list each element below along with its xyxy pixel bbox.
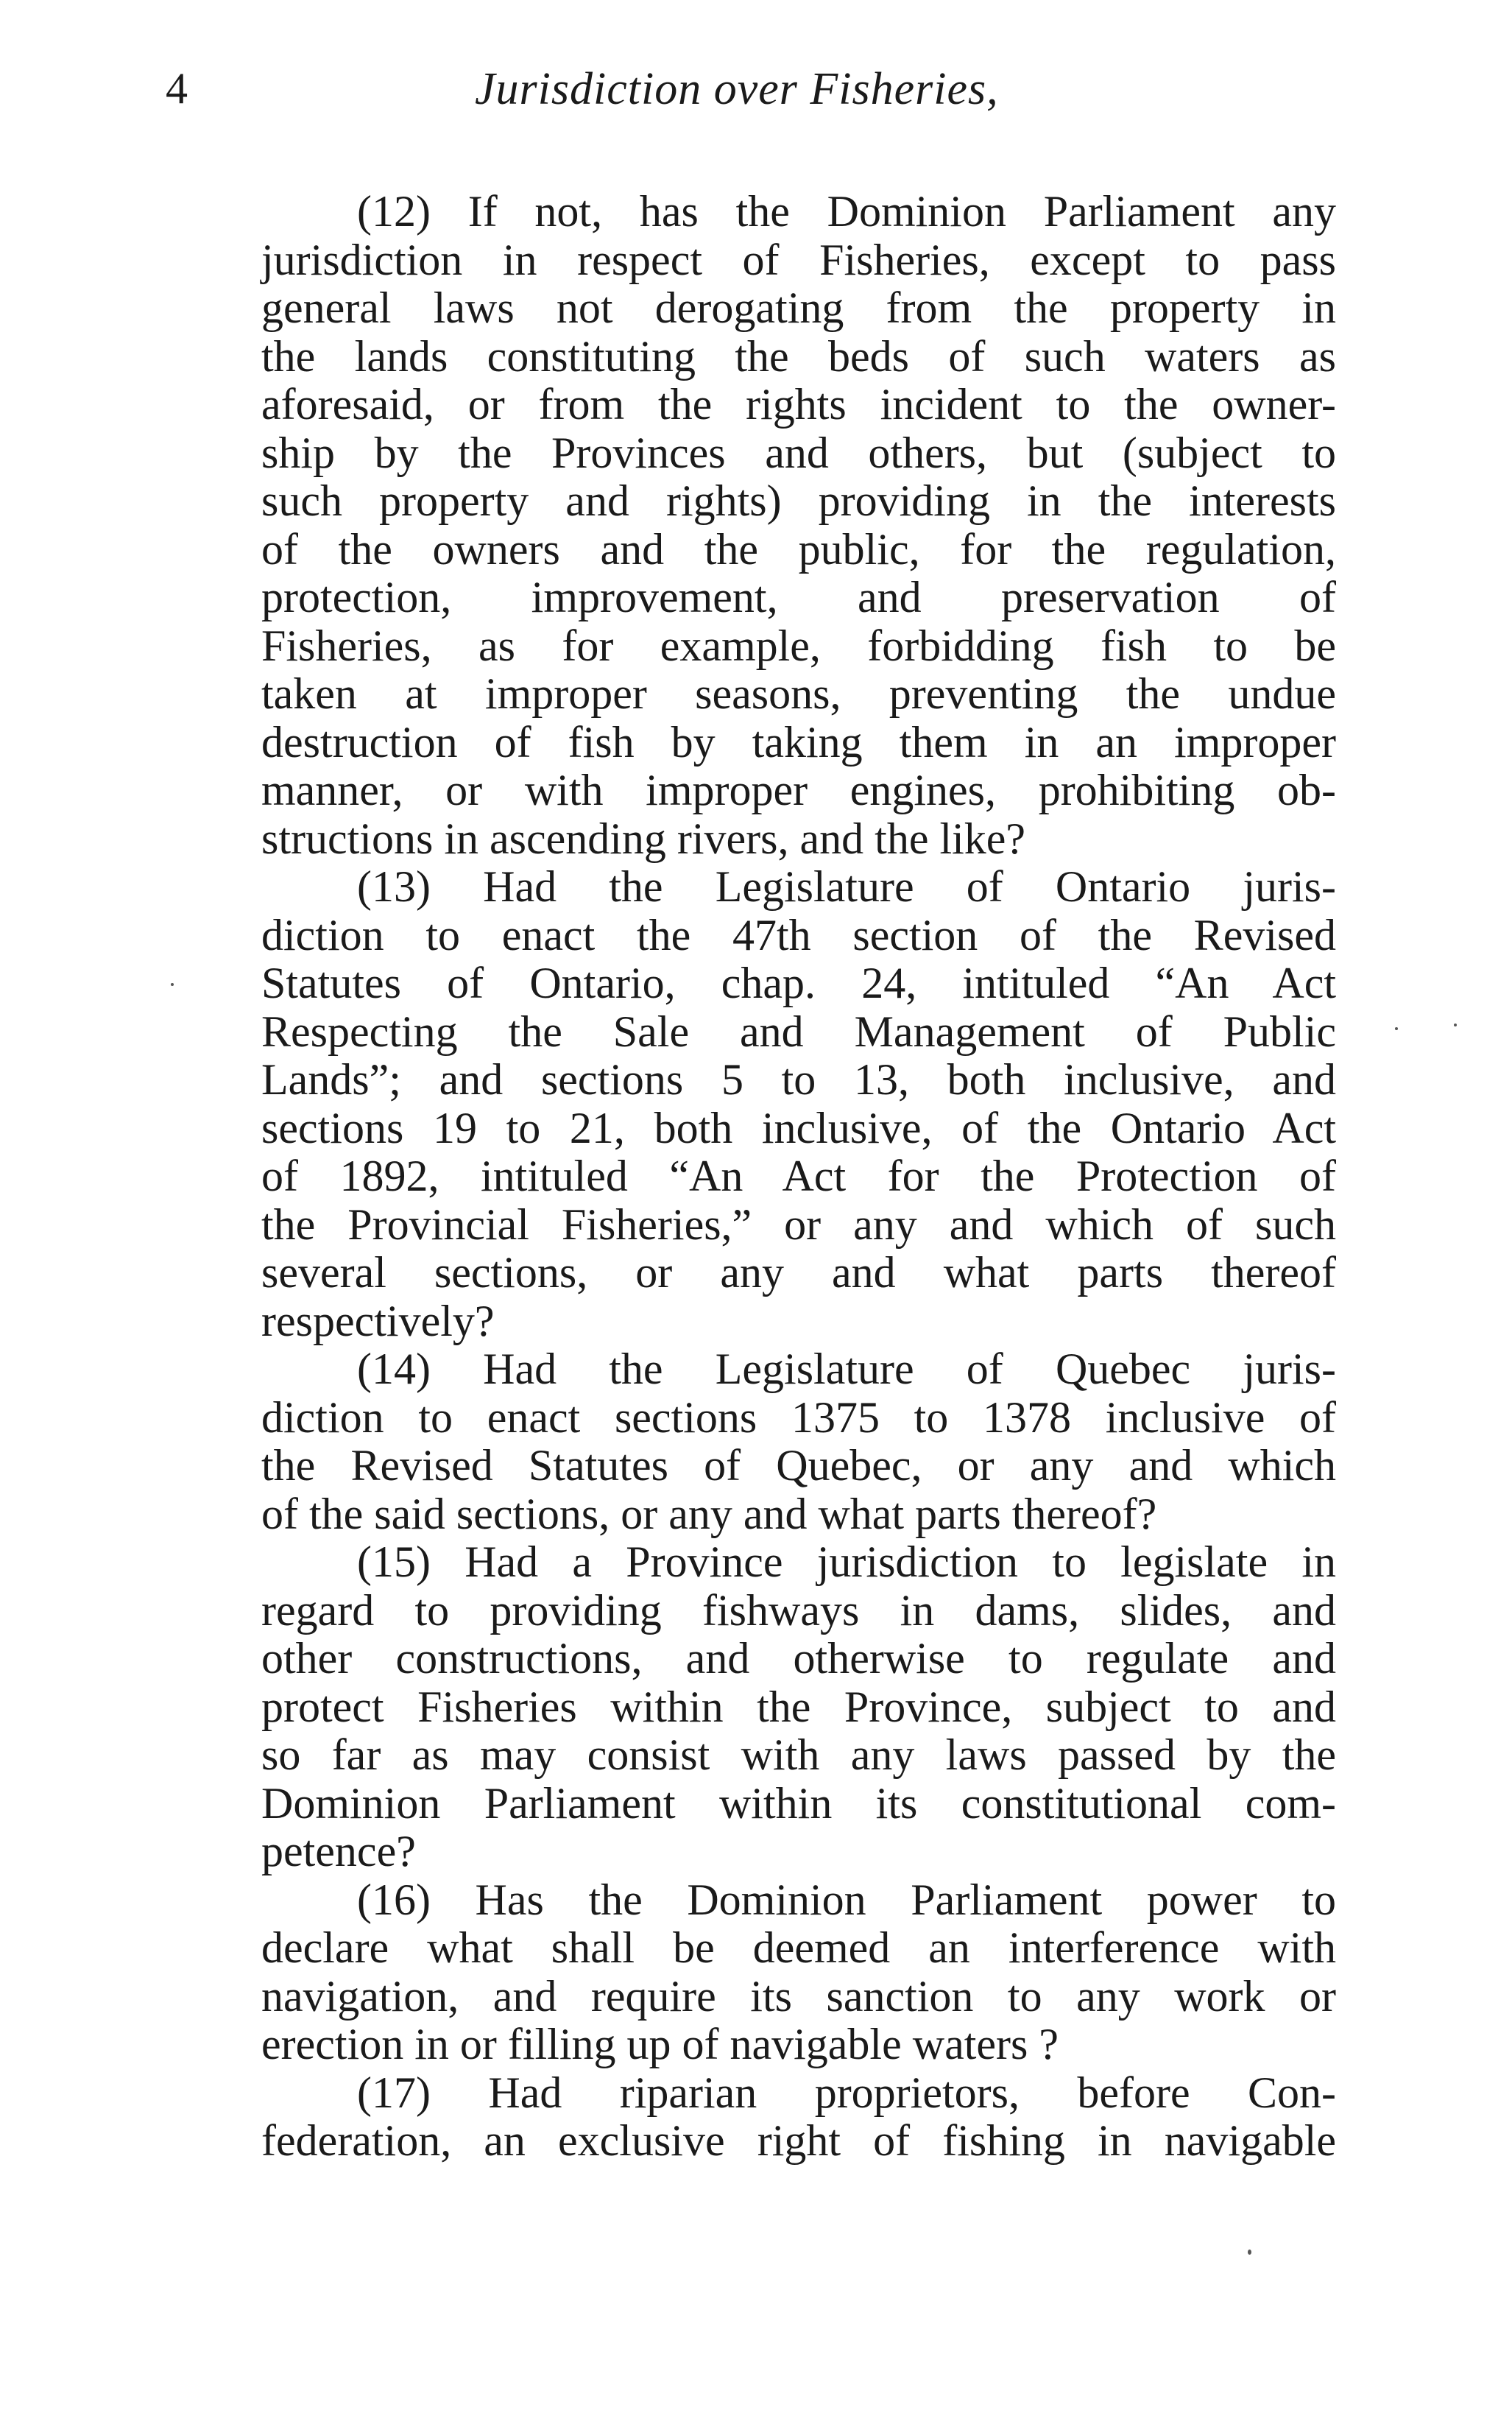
text-line: general laws not derogating from the property in xyxy=(261,283,1336,332)
text-line: such property and rights) providing in the interests xyxy=(261,476,1336,525)
text-line: so far as may consist with any laws passed by the xyxy=(261,1730,1336,1779)
text-line: several sections, or any and what parts thereof xyxy=(261,1248,1336,1297)
text-line: (17) Had riparian proprietors, before Con- xyxy=(357,2068,1336,2117)
body-text xyxy=(261,188,1336,2166)
text-line: the Revised Statutes of Quebec, or any and which xyxy=(261,1441,1336,1490)
text-line: other constructions, and otherwise to regulate and xyxy=(261,1634,1336,1683)
text-line: the Provincial Fisheries,” or any and which of such xyxy=(261,1200,1336,1249)
text-line: of the said sections, or any and what parts thereof? xyxy=(261,1489,1157,1538)
text-line: ship by the Provinces and others, but (subject to xyxy=(261,428,1336,477)
text-line: erection in or filling up of navigable waters ? xyxy=(261,2020,1059,2068)
text-line: Fisheries, as for example, forbidding fish to be xyxy=(261,621,1336,670)
page-header xyxy=(166,66,1336,147)
text-line: respectively? xyxy=(261,1296,495,1345)
page-number: 4 xyxy=(166,64,188,113)
text-line: (12) If not, has the Dominion Parliament any xyxy=(357,187,1336,236)
text-line: Statutes of Ontario, chap. 24, intituled “An Act xyxy=(261,959,1336,1007)
text-line: aforesaid, or from the rights incident to the owner- xyxy=(261,380,1336,429)
text-line: (16) Has the Dominion Parliament power to xyxy=(357,1875,1336,1924)
text-line: protection, improvement, and preservation of xyxy=(261,573,1336,621)
text-line: diction to enact the 47th section of the Revised xyxy=(261,910,1336,959)
text-line: (14) Had the Legislature of Quebec juris- xyxy=(357,1345,1336,1393)
print-speck xyxy=(1454,1024,1457,1026)
print-speck xyxy=(1248,2250,1251,2255)
text-line: jurisdiction in respect of Fisheries, except to pass xyxy=(261,235,1336,284)
text-line: (15) Had a Province jurisdiction to legislate in xyxy=(357,1537,1336,1586)
text-line: petence? xyxy=(261,1827,416,1875)
text-line: regard to providing fishways in dams, slides, and xyxy=(261,1585,1336,1635)
print-speck xyxy=(1395,1027,1398,1030)
text-line: the lands constituting the beds of such waters as xyxy=(261,331,1336,381)
text-line: taken at improper seasons, preventing the undue xyxy=(261,669,1336,718)
text-line: Respecting the Sale and Management of Public xyxy=(261,1007,1336,1056)
text-line: Lands”; and sections 5 to 13, both inclusive, and xyxy=(261,1055,1336,1104)
text-line: of 1892, intituled “An Act for the Protection of xyxy=(261,1152,1336,1200)
text-line: federation, an exclusive right of fishing in navigable xyxy=(261,2116,1336,2165)
text-line: sections 19 to 21, both inclusive, of the Ontario Act xyxy=(261,1103,1336,1152)
text-line: navigation, and require its sanction to any work or xyxy=(261,1971,1336,2021)
text-line: diction to enact sections 1375 to 1378 inclusive of xyxy=(261,1392,1336,1442)
running-title: Jurisdiction over Fisheries, xyxy=(475,64,999,114)
text-line: (13) Had the Legislature of Ontario juris- xyxy=(357,862,1336,911)
text-line: structions in ascending rivers, and the like? xyxy=(261,814,1026,863)
text-line: manner, or with improper engines, prohibiting ob- xyxy=(261,766,1336,814)
print-speck xyxy=(171,983,174,986)
text-line: declare what shall be deemed an interference with xyxy=(261,1923,1336,1972)
text-line: protect Fisheries within the Province, subject to and xyxy=(261,1682,1336,1731)
text-line: Dominion Parliament within its constitutional com- xyxy=(261,1778,1336,1828)
text-line: of the owners and the public, for the regulation, xyxy=(261,524,1336,574)
text-line: destruction of fish by taking them in an improper xyxy=(261,717,1336,767)
